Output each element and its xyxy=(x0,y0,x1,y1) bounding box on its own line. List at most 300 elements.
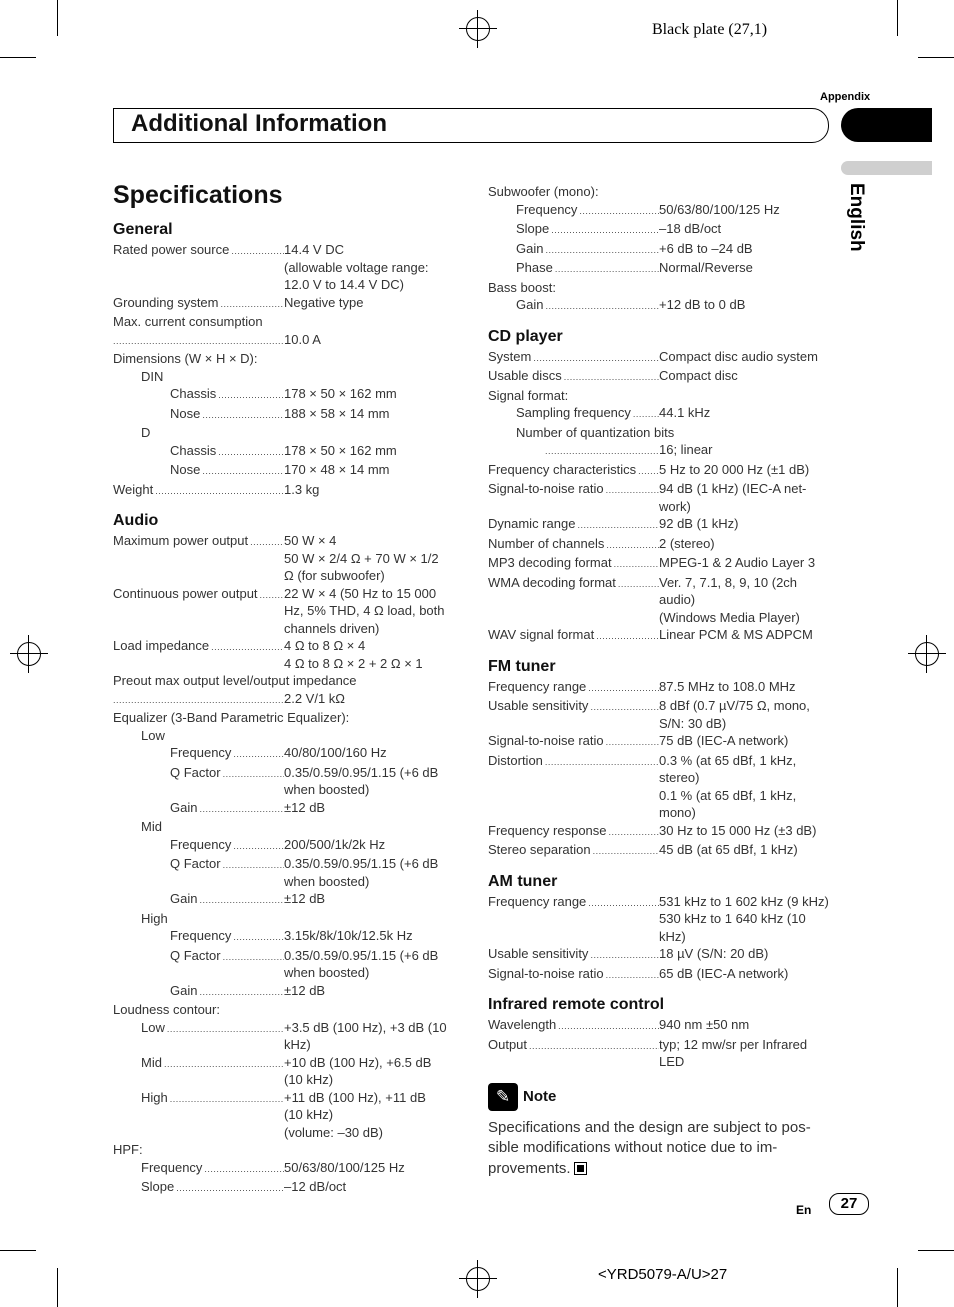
spec-value: 8 dBf (0.7 µV/75 Ω, mono, S/N: 30 dB) xyxy=(659,698,810,731)
dot-leader xyxy=(606,965,659,985)
spec-value: 65 dB (IEC-A network) xyxy=(659,965,789,981)
spec-value: 87.5 MHz to 108.0 MHz xyxy=(659,678,796,694)
specs-right-column xyxy=(488,183,833,1179)
spec-label-cell xyxy=(170,799,284,819)
spec-heading: Subwoofer (mono): xyxy=(488,184,599,199)
spec-label-cell xyxy=(488,554,659,574)
dot-leader xyxy=(614,554,659,574)
spec-row xyxy=(113,690,458,710)
spec-label-cell xyxy=(488,574,659,627)
dot-leader xyxy=(545,296,659,316)
spec-label-cell xyxy=(516,220,659,240)
spec-heading: Loudness contour: xyxy=(113,1002,220,1017)
section-heading: FM tuner xyxy=(488,657,556,675)
spec-row xyxy=(113,1001,458,1019)
spec-label: Frequency xyxy=(170,745,232,760)
spec-label-cell xyxy=(516,296,659,316)
spec-value: 44.1 kHz xyxy=(659,405,711,420)
spec-value: 94 dB (1 kHz) (IEC-A net- work) xyxy=(659,481,807,514)
spec-row xyxy=(113,1054,458,1089)
spec-label: Sampling frequency xyxy=(516,405,631,420)
dot-leader xyxy=(638,461,659,481)
registration-mark xyxy=(466,17,490,41)
spec-label-cell xyxy=(141,1019,284,1054)
spec-value: 18 µV (S/N: 20 dB) xyxy=(659,946,769,961)
dot-leader xyxy=(113,331,284,351)
spec-row xyxy=(488,535,833,555)
dot-leader xyxy=(551,220,659,240)
spec-label: Frequency characteristics xyxy=(488,461,637,477)
spec-row xyxy=(113,1178,458,1198)
spec-value: 22 W × 4 (50 Hz to 15 000 Hz, 5% THD, 4 Ω load, both channels driven) xyxy=(284,585,445,636)
spec-label: Frequency range xyxy=(488,678,587,694)
spec-row xyxy=(488,348,833,368)
dot-leader xyxy=(170,1089,284,1142)
spec-value: 1.3 kg xyxy=(284,481,320,497)
note-text xyxy=(488,1118,828,1180)
spec-label: Rated power source xyxy=(113,242,230,257)
note-label: Note xyxy=(523,1087,557,1105)
spec-label-cell xyxy=(488,965,659,985)
spec-value: typ; 12 mw/sr per Infrared LED xyxy=(659,1036,808,1069)
spec-label-cell xyxy=(170,764,284,799)
spec-heading: Bass boost: xyxy=(488,279,556,295)
spec-row xyxy=(113,947,458,982)
spec-label: Frequency xyxy=(170,928,232,943)
spec-label: Nose xyxy=(170,405,201,421)
spec-heading: Max. current consumption xyxy=(113,314,263,329)
dot-leader xyxy=(199,890,284,910)
spec-heading: Low xyxy=(141,727,165,743)
spec-label-cell xyxy=(488,752,659,822)
dot-leader xyxy=(233,744,284,764)
spec-label: Signal-to-noise ratio xyxy=(488,733,604,748)
spec-label: Q Factor xyxy=(170,764,221,780)
spec-label: Frequency response xyxy=(488,822,607,838)
dot-leader xyxy=(218,442,284,462)
spec-label: High xyxy=(141,1089,168,1105)
spec-row xyxy=(488,822,833,842)
registration-mark xyxy=(17,642,41,666)
spec-value: ±12 dB xyxy=(284,799,326,815)
spec-label-cell xyxy=(488,1016,659,1036)
spec-row xyxy=(113,672,458,690)
note-body: Specifications and the design are subject to pos-sible modifications without notice due to im-provements. xyxy=(488,1118,811,1177)
spec-row xyxy=(113,927,458,947)
spec-value: 0.35/0.59/0.95/1.15 (+6 dB when boosted) xyxy=(284,764,439,797)
spec-value: 2.2 V/1 kΩ xyxy=(284,690,346,706)
spec-label: Stereo separation xyxy=(488,842,591,857)
dot-leader xyxy=(223,947,284,982)
spec-value: Negative type xyxy=(284,294,364,310)
dot-leader xyxy=(231,241,284,294)
spec-row xyxy=(113,910,458,928)
dot-leader xyxy=(579,201,659,221)
spec-label: Frequency range xyxy=(488,893,587,909)
spec-row xyxy=(113,1159,458,1179)
language-tab-marker xyxy=(841,161,932,175)
spec-label: Frequency xyxy=(170,836,232,852)
spec-label: Weight xyxy=(113,481,154,497)
spec-label-cell xyxy=(545,441,659,461)
dot-leader xyxy=(233,836,284,856)
spec-label: Frequency xyxy=(516,201,578,217)
spec-heading: Mid xyxy=(141,819,162,834)
pencil-icon: ✎ xyxy=(488,1083,518,1111)
spec-row xyxy=(488,279,833,297)
spec-value: Compact disc xyxy=(659,368,738,383)
page-title: Specifications xyxy=(113,181,283,209)
crop-mark xyxy=(897,1268,898,1307)
dot-leader xyxy=(588,678,659,698)
spec-label-cell xyxy=(170,385,284,405)
spec-value: –12 dB/oct xyxy=(284,1179,347,1194)
spec-row xyxy=(488,480,833,515)
dot-leader xyxy=(155,481,284,501)
dot-leader xyxy=(211,637,284,672)
page-number: 27 xyxy=(829,1193,869,1215)
spec-value: +12 dB to 0 dB xyxy=(659,297,746,312)
spec-value: 50/63/80/100/125 Hz xyxy=(659,201,780,217)
spec-label-cell xyxy=(113,532,284,585)
spec-label: Distortion xyxy=(488,752,543,768)
crop-mark xyxy=(0,1250,36,1251)
section-heading: Audio xyxy=(113,512,159,529)
dot-leader xyxy=(606,535,659,555)
spec-label: Signal-to-noise ratio xyxy=(488,481,604,496)
spec-label: Gain xyxy=(170,799,198,815)
spec-value: 200/500/1k/2k Hz xyxy=(284,836,386,852)
dot-leader xyxy=(529,1036,659,1071)
spec-row xyxy=(113,637,458,672)
dot-leader xyxy=(202,461,284,481)
spec-value: 92 dB (1 kHz) xyxy=(659,516,739,531)
spec-row xyxy=(488,752,833,822)
spec-value: Normal/Reverse xyxy=(659,260,753,275)
spec-row xyxy=(113,313,458,331)
spec-row xyxy=(113,727,458,745)
spec-label: Wavelength xyxy=(488,1017,557,1032)
spec-value: 170 × 48 × 14 mm xyxy=(284,462,390,477)
spec-label: Number of channels xyxy=(488,535,605,551)
spec-value: Ver. 7, 7.1, 8, 9, 10 (2ch audio) (Windows Media Player) xyxy=(659,574,800,625)
spec-heading: Signal format: xyxy=(488,387,569,403)
spec-value: +3.5 dB (100 Hz), +3 dB (10 kHz) xyxy=(284,1019,447,1052)
spec-label: Maximum power output xyxy=(113,533,249,548)
spec-label: Phase xyxy=(516,260,553,275)
spec-row xyxy=(113,331,458,351)
dot-leader xyxy=(633,404,659,424)
dot-leader xyxy=(223,764,284,799)
spec-row xyxy=(488,697,833,732)
spec-row xyxy=(113,982,458,1002)
spec-value: ±12 dB xyxy=(284,982,326,998)
spec-value: 5 Hz to 20 000 Hz (±1 dB) xyxy=(659,461,810,477)
spec-label-cell xyxy=(170,927,284,947)
spec-heading: Dimensions (W × H × D): xyxy=(113,351,258,366)
appendix-label: Appendix xyxy=(820,91,871,103)
spec-label-cell xyxy=(488,626,659,646)
spec-row xyxy=(488,240,833,260)
spec-value: 75 dB (IEC-A network) xyxy=(659,733,789,748)
spec-row xyxy=(488,893,833,946)
spec-label: Chassis xyxy=(170,442,217,458)
spec-value: 531 kHz to 1 602 kHz (9 kHz) 530 kHz to 1 640 kHz (10 kHz) xyxy=(659,893,829,944)
spec-label: System xyxy=(488,348,532,364)
spec-label-cell xyxy=(170,744,284,764)
spec-label-cell xyxy=(488,678,659,698)
crop-mark xyxy=(918,57,954,58)
dot-leader xyxy=(590,697,659,732)
spec-value: +10 dB (100 Hz), +6.5 dB (10 kHz) xyxy=(284,1054,432,1087)
dot-leader xyxy=(204,1159,284,1179)
spec-value: 50 W × 4 50 W × 2/4 Ω + 70 W × 1/2 Ω (for subwoofer) xyxy=(284,533,439,583)
spec-label: Gain xyxy=(170,982,198,998)
spec-label-cell xyxy=(488,893,659,946)
spec-row xyxy=(488,574,833,627)
dot-leader xyxy=(164,1054,284,1089)
dot-leader xyxy=(202,405,284,425)
section-header-title: Additional Information xyxy=(131,110,387,137)
spec-value: 40/80/100/160 Hz xyxy=(284,745,387,760)
spec-row xyxy=(488,183,833,201)
footer-code: <YRD5079-A/U>27 xyxy=(598,1266,728,1283)
spec-row xyxy=(488,732,833,752)
spec-label: Frequency xyxy=(141,1159,203,1175)
spec-row xyxy=(113,405,458,425)
spec-label: Output xyxy=(488,1036,528,1052)
spec-row xyxy=(488,441,833,461)
dot-leader xyxy=(176,1178,284,1198)
spec-row xyxy=(113,799,458,819)
spec-label-cell xyxy=(170,982,284,1002)
spec-label-cell xyxy=(516,240,659,260)
dot-leader xyxy=(218,385,284,405)
spec-label: Usable sensitivity xyxy=(488,946,589,961)
spec-row xyxy=(113,1141,458,1159)
spec-value: 178 × 50 × 162 mm xyxy=(284,442,397,458)
spec-label-cell xyxy=(488,348,659,368)
spec-row xyxy=(113,532,458,585)
spec-label-cell xyxy=(170,855,284,890)
spec-label: Nose xyxy=(170,462,201,477)
crop-mark xyxy=(897,0,898,36)
plate-label: Black plate (27,1) xyxy=(652,21,768,38)
spec-row xyxy=(488,296,833,316)
spec-label: Slope xyxy=(141,1179,175,1194)
spec-label: Slope xyxy=(516,221,550,236)
spec-row xyxy=(113,385,458,405)
spec-label-cell xyxy=(488,841,659,861)
spec-label: WMA decoding format xyxy=(488,574,616,590)
dot-leader xyxy=(260,585,284,638)
end-mark-icon xyxy=(574,1162,587,1175)
spec-heading: Number of quantization bits xyxy=(516,424,675,440)
spec-label: Gain xyxy=(516,240,544,256)
dot-leader xyxy=(596,626,659,646)
spec-label: Gain xyxy=(170,891,198,906)
spec-label: Usable discs xyxy=(488,368,562,383)
spec-label-cell xyxy=(488,367,659,387)
spec-value: MPEG-1 & 2 Audio Layer 3 xyxy=(659,555,816,570)
spec-row xyxy=(488,965,833,985)
spec-label-cell xyxy=(113,585,284,638)
spec-value: 16; linear xyxy=(659,442,713,457)
crop-mark xyxy=(0,57,36,58)
specs-right-list xyxy=(488,183,833,1071)
spec-row xyxy=(113,1089,458,1142)
spec-value: 178 × 50 × 162 mm xyxy=(284,386,397,401)
spec-value: 14.4 V DC (allowable voltage range: 12.0 V to 14.4 V DC) xyxy=(284,242,429,292)
spec-heading: HPF: xyxy=(113,1142,143,1157)
dot-leader xyxy=(223,855,284,890)
dot-leader xyxy=(564,367,659,387)
spec-label-cell xyxy=(488,515,659,535)
spec-heading: DIN xyxy=(141,368,164,384)
spec-label-cell xyxy=(141,1089,284,1142)
spec-label: MP3 decoding format xyxy=(488,555,612,570)
spec-row xyxy=(113,764,458,799)
section-heading: AM tuner xyxy=(488,872,558,890)
spec-row xyxy=(113,368,458,386)
spec-heading: High xyxy=(141,910,168,926)
spec-heading: Preout max output level/output impedance xyxy=(113,673,357,688)
spec-label-cell xyxy=(113,637,284,672)
spec-label: Q Factor xyxy=(170,947,221,963)
spec-row xyxy=(488,424,833,442)
spec-heading: Equalizer (3-Band Parametric Equalizer): xyxy=(113,710,350,725)
spec-row xyxy=(488,554,833,574)
spec-value: 3.15k/8k/10k/12.5k Hz xyxy=(284,928,413,943)
spec-label: Dynamic range xyxy=(488,516,576,531)
spec-label-cell xyxy=(488,461,659,481)
spec-label: Grounding system xyxy=(113,294,219,310)
spec-row xyxy=(113,424,458,442)
dot-leader xyxy=(606,480,659,515)
spec-row xyxy=(488,259,833,279)
spec-row xyxy=(113,744,458,764)
spec-row xyxy=(488,678,833,698)
spec-label-cell xyxy=(113,294,284,314)
spec-label-cell xyxy=(488,480,659,515)
chapter-tab xyxy=(841,108,932,142)
spec-label-cell xyxy=(488,697,659,732)
spec-row xyxy=(488,626,833,646)
dot-leader xyxy=(250,532,284,585)
dot-leader xyxy=(590,945,659,965)
spec-label-cell xyxy=(141,1159,284,1179)
spec-row xyxy=(113,241,458,294)
spec-label-cell xyxy=(113,481,284,501)
spec-row xyxy=(488,945,833,965)
crop-mark xyxy=(918,1250,954,1251)
dot-leader xyxy=(545,240,659,260)
spec-label-cell xyxy=(113,331,284,351)
dot-leader xyxy=(618,574,659,627)
spec-label: Usable sensitivity xyxy=(488,698,589,713)
spec-value: 2 (stereo) xyxy=(659,535,715,551)
spec-label-cell xyxy=(170,442,284,462)
spec-label: Q Factor xyxy=(170,856,221,871)
spec-value: 0.35/0.59/0.95/1.15 (+6 dB when boosted) xyxy=(284,856,439,889)
dot-leader xyxy=(533,348,659,368)
specs-left-column xyxy=(113,220,458,1198)
spec-label-cell xyxy=(113,241,284,294)
spec-label-cell xyxy=(141,1054,284,1089)
spec-value: ±12 dB xyxy=(284,891,326,906)
dot-leader xyxy=(233,927,284,947)
spec-value: +6 dB to –24 dB xyxy=(659,240,753,256)
spec-heading: D xyxy=(141,425,151,440)
section-heading: CD player xyxy=(488,327,563,345)
spec-row xyxy=(488,201,833,221)
spec-row xyxy=(488,1036,833,1071)
spec-row xyxy=(113,461,458,481)
dot-leader xyxy=(545,752,659,822)
spec-label-cell xyxy=(170,405,284,425)
spec-value: –18 dB/oct xyxy=(659,221,722,236)
page-language: En xyxy=(796,1203,812,1217)
spec-value: 0.3 % (at 65 dBf, 1 kHz, stereo) 0.1 % (at 65 dBf, 1 kHz, mono) xyxy=(659,752,797,820)
spec-row xyxy=(488,387,833,405)
dot-leader xyxy=(545,441,659,461)
spec-row xyxy=(488,220,833,240)
spec-value: +11 dB (100 Hz), +11 dB (10 kHz) (volume: –30 dB) xyxy=(284,1089,426,1140)
dot-leader xyxy=(167,1019,284,1054)
spec-row xyxy=(113,855,458,890)
registration-mark xyxy=(915,642,939,666)
spec-row xyxy=(113,709,458,727)
spec-label-cell xyxy=(488,945,659,965)
spec-label: Mid xyxy=(141,1054,162,1070)
spec-row xyxy=(488,367,833,387)
spec-label-cell xyxy=(170,947,284,982)
section-heading: General xyxy=(113,221,173,238)
note-header xyxy=(488,1083,833,1111)
spec-value: 188 × 58 × 14 mm xyxy=(284,405,390,421)
spec-value: Compact disc audio system xyxy=(659,348,818,364)
registration-mark xyxy=(466,1267,490,1291)
spec-value: Linear PCM & MS ADPCM xyxy=(659,627,813,642)
dot-leader xyxy=(558,1016,659,1036)
dot-leader xyxy=(555,259,659,279)
dot-leader xyxy=(588,893,659,946)
language-tab: English xyxy=(846,183,867,252)
spec-label-cell xyxy=(113,690,284,710)
dot-leader xyxy=(113,690,284,710)
spec-row xyxy=(488,404,833,424)
spec-row xyxy=(113,350,458,368)
spec-row xyxy=(113,1019,458,1054)
spec-label: Signal-to-noise ratio xyxy=(488,965,604,981)
crop-mark xyxy=(57,0,58,36)
spec-label-cell xyxy=(141,1178,284,1198)
spec-value: 45 dB (at 65 dBf, 1 kHz) xyxy=(659,842,798,857)
spec-label: Low xyxy=(141,1019,165,1035)
spec-label: Chassis xyxy=(170,386,217,401)
spec-label-cell xyxy=(516,201,659,221)
dot-leader xyxy=(609,822,659,842)
spec-label-cell xyxy=(488,732,659,752)
spec-row xyxy=(113,585,458,638)
spec-row xyxy=(113,890,458,910)
spec-value: 940 nm ±50 nm xyxy=(659,1017,750,1032)
dot-leader xyxy=(221,294,285,314)
spec-label-cell xyxy=(488,535,659,555)
spec-label-cell xyxy=(516,404,659,424)
spec-label-cell xyxy=(516,259,659,279)
spec-label-cell xyxy=(170,890,284,910)
